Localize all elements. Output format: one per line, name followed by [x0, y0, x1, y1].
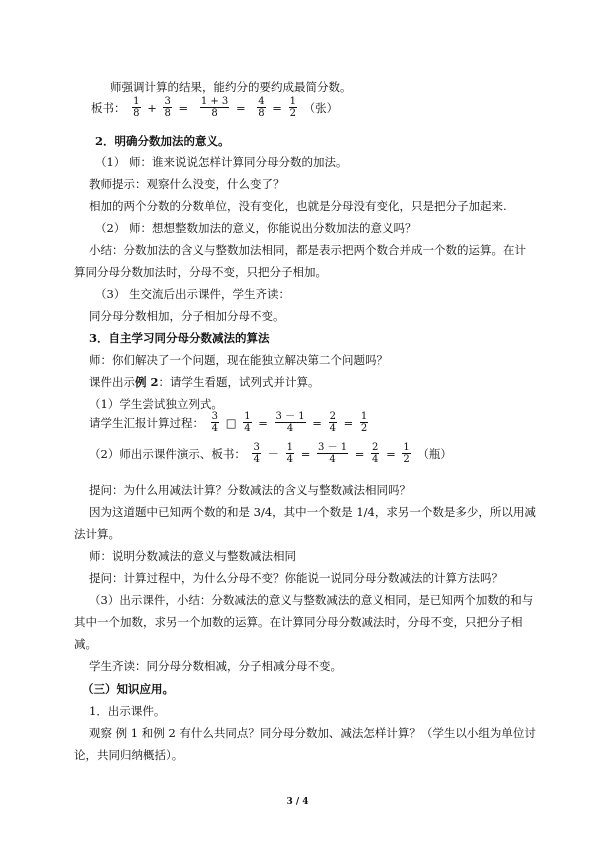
paragraph-line: （2） 师：想想整数加法的意义，你能说出分数加法的意义吗？: [95, 221, 417, 235]
paragraph-line: 减。: [74, 637, 97, 651]
operator: =: [312, 415, 322, 430]
paragraph-line: 论，共同归纳概括）。: [74, 748, 184, 762]
label: 请学生汇报计算过程：: [89, 415, 204, 430]
fraction: $\frac{1}{2}$: [360, 411, 368, 434]
paragraph-line: 法计算。: [74, 527, 120, 541]
section-heading: （三）知识应用。: [82, 682, 174, 696]
operator: +: [147, 100, 157, 115]
paragraph-line: 同分母分数相加，分子相加分母不变。: [89, 309, 285, 323]
unit-label: （瓶）: [417, 446, 452, 461]
operator: =: [178, 100, 189, 115]
fraction: $\frac{1}{4}$: [244, 411, 251, 434]
paragraph-line: 算同分母分数加法时，分母不变，只把分子相加。: [74, 265, 327, 279]
paragraph-line: （3） 生交流后出示课件，学生齐读：: [95, 287, 290, 301]
paragraph-line: 其中一个加数，求另一个加数的运算。在计算同分母分数减法时，分母不变，只把分子相: [74, 615, 523, 629]
paragraph-line: [89, 375, 320, 389]
paragraph-line: 学生齐读：同分母分数相减，分子相减分母不变。: [89, 659, 342, 673]
equation-subtraction-report: [89, 411, 369, 434]
operator: －: [267, 446, 280, 461]
section-heading: 2．明确分数加法的意义。: [95, 134, 230, 148]
paragraph-line: 相加的两个分数的分数单位，没有变化，也就是分母没有变化，只是把分子加起来.: [89, 199, 507, 213]
paragraph-line: 观察 例 1 和例 2 有什么共同点？同分母分数加、减法怎样计算？（学生以小组为单位讨: [89, 726, 536, 740]
fraction: $\frac{3}{4}$: [253, 442, 260, 465]
fraction: $\frac{3 - 1}{4}$: [275, 411, 305, 434]
paragraph-line: 提问：为什么用减法计算？分数减法的含义与整数减法相同吗？: [89, 483, 411, 497]
paragraph-line: 教师提示：观察什么没变，什么变了？: [89, 177, 285, 191]
example-label: 例 2: [135, 375, 159, 389]
fraction: $\frac{2}{4}$: [372, 442, 379, 465]
page-number: 3 / 4: [286, 797, 309, 807]
equation-subtraction-board: [89, 442, 454, 465]
paragraph-line: （3）出示课件，小结：分数减法的意义与整数减法的意义相同，是已知两个加数的和与: [89, 593, 534, 607]
section-heading: 3．自主学习同分母分数减法的算法: [89, 331, 270, 345]
paragraph-line: （1）学生尝试独立列式。: [89, 397, 223, 411]
operator: =: [343, 415, 354, 430]
operator: =: [258, 415, 268, 430]
unit-label: （张）: [303, 100, 339, 115]
operator: □: [225, 415, 237, 430]
operator: =: [386, 446, 396, 461]
label: （2）师出示课件演示、板书：: [89, 446, 246, 461]
operator: =: [272, 100, 282, 115]
fraction: $\frac{1}{2}$: [403, 442, 410, 465]
operator: =: [300, 446, 311, 461]
paragraph-line: 师：你们解决了一个问题，现在能独立解决第二个问题吗？: [89, 353, 388, 367]
operator: =: [354, 446, 365, 461]
fraction: $\frac{1}{8}$: [133, 96, 140, 119]
paragraph-line: 1．出示课件。: [89, 704, 166, 718]
text: 课件出示: [89, 375, 135, 389]
fraction: $\frac{1 + 3}{8}$: [200, 96, 229, 119]
paragraph-line: 提问：计算过程中，为什么分母不变？你能说一说同分母分数减法的计算方法吗？: [89, 571, 503, 585]
fraction: $\frac{3}{4}$: [211, 411, 219, 434]
paragraph-line: 因为这道题中已知两个数的和是 3/4，其中一个数是 1/4，求另一个数是多少，所以用减: [89, 505, 536, 519]
fraction: $\frac{3}{8}$: [164, 96, 171, 119]
fraction: $\frac{4}{8}$: [258, 96, 265, 119]
label: 板书：: [91, 100, 126, 115]
fraction: $\frac{3 - 1}{4}$: [318, 442, 348, 465]
paragraph-line: （1） 师：谁来说说怎样计算同分母分数的加法。: [95, 155, 348, 169]
fraction: $\frac{2}{4}$: [329, 411, 336, 434]
paragraph-line: 师：说明分数减法的意义与整数减法相同: [89, 549, 296, 563]
operator: =: [235, 100, 246, 115]
paragraph-line: 小结：分数加法的含义与整数加法相同，都是表示把两个数合并成一个数的运算。在计: [89, 243, 526, 257]
fraction: $\frac{1}{4}$: [286, 442, 294, 465]
fraction: $\frac{1}{2}$: [289, 96, 296, 119]
equation-addition: [89, 96, 340, 119]
paragraph-line: 师强调计算的结果，能约分的要约成最简分数。: [110, 80, 352, 94]
text: ：请学生看题，试列式并计算。: [158, 375, 320, 389]
